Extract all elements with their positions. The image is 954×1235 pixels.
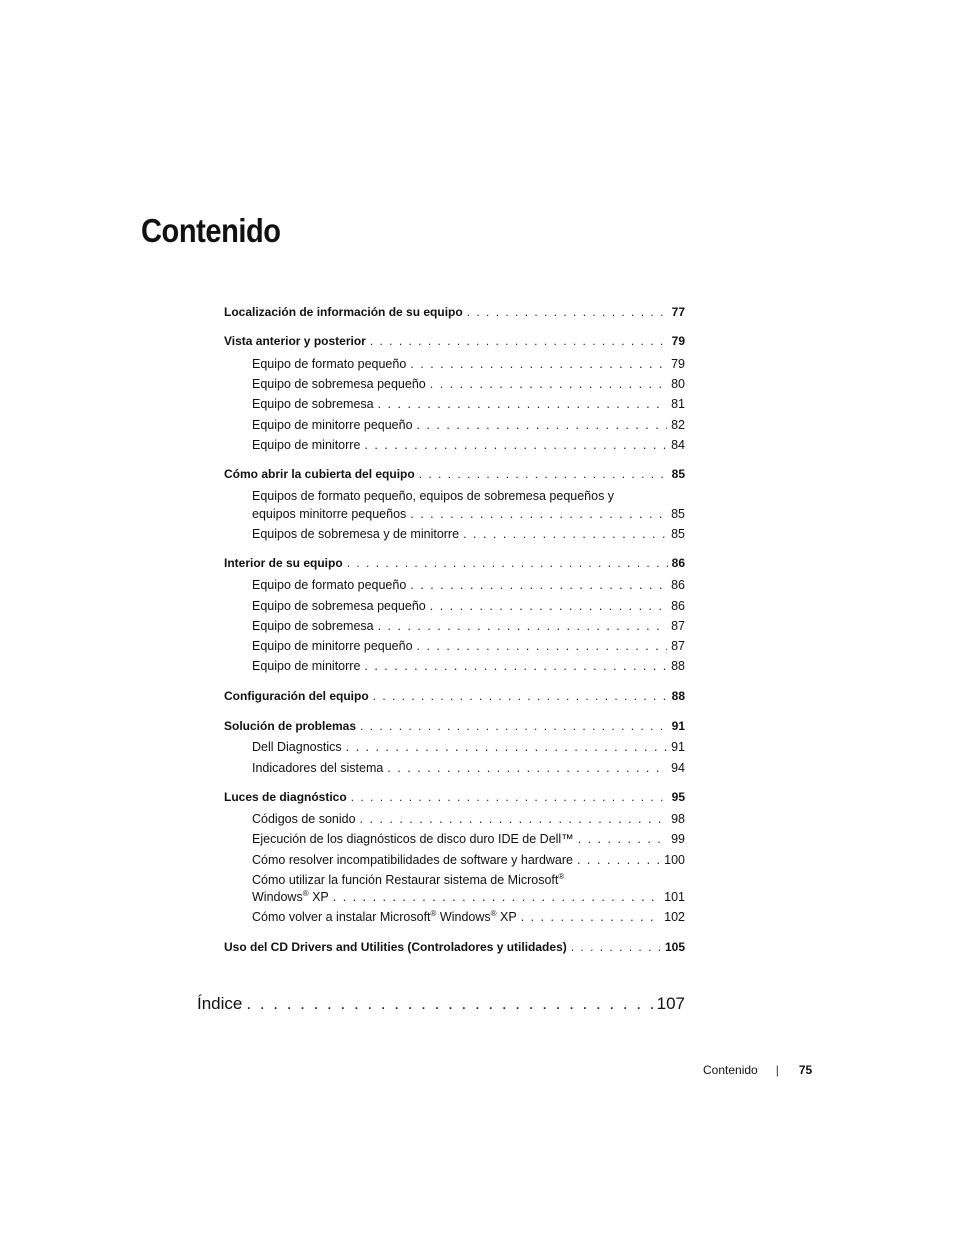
toc-entry-label: Equipos de sobremesa y de minitorre — [252, 527, 460, 541]
toc-entry[interactable] — [252, 438, 685, 452]
footer-section-title: Contenido — [703, 1063, 758, 1077]
toc-entry-page: 86 — [671, 556, 685, 570]
toc-entry-page: 86 — [671, 578, 685, 592]
dot-leader — [410, 507, 667, 521]
toc-entry-page: 79 — [671, 334, 685, 348]
toc-entry-label: Cómo volver a instalar Microsoft® Windows® XP — [252, 908, 517, 924]
toc-entry-page: 82 — [671, 418, 685, 432]
toc-entry[interactable] — [252, 377, 685, 391]
toc-entry-page: 91 — [671, 740, 685, 754]
page-number: 75 — [798, 1063, 813, 1077]
toc-entry[interactable] — [252, 761, 685, 775]
toc-entry[interactable] — [252, 357, 685, 371]
toc-entry-page: 80 — [671, 377, 685, 391]
dot-leader — [467, 305, 668, 319]
toc-entry[interactable] — [252, 910, 685, 924]
toc-entry[interactable] — [224, 467, 685, 481]
toc-entry-page: 102 — [664, 910, 685, 924]
dot-leader — [571, 940, 661, 954]
toc-entry[interactable] — [252, 578, 685, 592]
dot-leader — [417, 639, 668, 653]
toc-entry-page: 87 — [671, 619, 685, 633]
toc-entry[interactable] — [224, 305, 685, 319]
toc-entry[interactable] — [252, 853, 685, 867]
toc-entry-index[interactable] — [197, 994, 685, 1014]
dot-leader — [577, 853, 660, 867]
toc-entry[interactable] — [224, 790, 685, 804]
dot-leader — [351, 790, 668, 804]
toc-entry-page: 85 — [671, 507, 685, 521]
toc-entry-page: 79 — [671, 357, 685, 371]
toc-entry-label: Equipo de minitorre — [252, 659, 361, 673]
toc-entry-label: Índice — [197, 994, 243, 1013]
toc-entry-label: Cómo resolver incompatibilidades de software y hardware — [252, 853, 573, 867]
dot-leader — [360, 812, 668, 826]
dot-leader — [373, 689, 668, 703]
dot-leader — [364, 438, 667, 452]
toc-entry[interactable] — [252, 812, 685, 826]
toc-entry-page: 88 — [671, 659, 685, 673]
dot-leader — [246, 994, 652, 1014]
dot-leader — [378, 619, 667, 633]
toc-entry-label: Equipo de minitorre pequeño — [252, 639, 413, 653]
toc-entry[interactable] — [252, 507, 685, 521]
toc-entry-page: 85 — [671, 527, 685, 541]
toc-entry-label: Equipo de sobremesa pequeño — [252, 599, 426, 613]
toc-entry[interactable] — [252, 639, 685, 653]
toc-entry-label: Dell Diagnostics — [252, 740, 342, 754]
dot-leader — [346, 740, 667, 754]
toc-entry-page: 95 — [671, 790, 685, 804]
toc-entry-label-line1: Equipos de formato pequeño, equipos de sobremesa pequeños y — [252, 489, 615, 503]
toc-entry-label: Equipo de formato pequeño — [252, 357, 407, 371]
toc-entry[interactable] — [224, 719, 685, 733]
dot-leader — [463, 527, 667, 541]
toc-entry-label: Configuración del equipo — [224, 689, 369, 703]
toc-entry-page: 88 — [671, 689, 685, 703]
toc-entry-label: Windows® XP — [252, 888, 329, 904]
toc-entry[interactable] — [252, 418, 685, 432]
dot-leader — [410, 578, 667, 592]
toc-entry[interactable] — [252, 397, 685, 411]
dot-leader — [347, 556, 668, 570]
toc-entry-page: 91 — [671, 719, 685, 733]
toc-entry-label: Vista anterior y posterior — [224, 334, 366, 348]
toc-entry-label: Equipo de sobremesa pequeño — [252, 377, 426, 391]
toc-entry-page: 101 — [664, 890, 685, 904]
toc-entry-label: Localización de información de su equipo — [224, 305, 463, 319]
toc-entry-label: Solución de problemas — [224, 719, 357, 733]
dot-leader — [364, 659, 667, 673]
toc-entry-label: Cómo abrir la cubierta del equipo — [224, 467, 415, 481]
toc-entry-page: 77 — [671, 305, 685, 319]
dot-leader — [417, 418, 668, 432]
toc-entry[interactable] — [224, 940, 685, 954]
toc-entry[interactable] — [252, 890, 685, 904]
dot-leader — [370, 334, 668, 348]
toc-entry[interactable] — [252, 832, 685, 846]
toc-entry-page: 100 — [664, 853, 685, 867]
page-title: Contenido — [141, 212, 281, 249]
toc-entry-label: equipos minitorre pequeños — [252, 507, 407, 521]
toc-entry-page: 107 — [656, 994, 685, 1013]
toc-entry-label: Equipo de sobremesa — [252, 397, 374, 411]
dot-leader — [378, 397, 667, 411]
dot-leader — [387, 761, 667, 775]
toc-entry-label: Luces de diagnóstico — [224, 790, 347, 804]
dot-leader — [430, 377, 667, 391]
dot-leader — [419, 467, 668, 481]
toc-entry-page: 86 — [671, 599, 685, 613]
dot-leader — [430, 599, 667, 613]
toc-entry[interactable] — [252, 659, 685, 673]
toc-entry-label: Uso del CD Drivers and Utilities (Controladores y utilidades) — [224, 940, 567, 954]
toc-entry-page: 99 — [671, 832, 685, 846]
dot-leader — [578, 832, 667, 846]
toc-entry-page: 94 — [671, 761, 685, 775]
dot-leader — [333, 890, 660, 904]
dot-leader — [360, 719, 668, 733]
toc-entry-page: 85 — [671, 467, 685, 481]
toc-entry-label: Ejecución de los diagnósticos de disco duro IDE de Dell™ — [252, 832, 574, 846]
toc-entry-label: Equipo de minitorre — [252, 438, 361, 452]
toc-entry-label: Equipo de sobremesa — [252, 619, 374, 633]
toc-entry-label: Interior de su equipo — [224, 556, 343, 570]
toc-entry-label: Equipo de minitorre pequeño — [252, 418, 413, 432]
toc-entry[interactable] — [252, 619, 685, 633]
toc-entry-page: 87 — [671, 639, 685, 653]
toc-entry[interactable] — [252, 527, 685, 541]
toc-entry-page: 81 — [671, 397, 685, 411]
toc-entry-label: Indicadores del sistema — [252, 761, 384, 775]
toc-entry-label-line1: Cómo utilizar la función Restaurar sistema de Microsoft® — [252, 871, 565, 887]
toc-entry[interactable] — [252, 599, 685, 613]
toc-entry-page: 84 — [671, 438, 685, 452]
dot-leader — [521, 910, 660, 924]
toc-entry-label: Códigos de sonido — [252, 812, 356, 826]
toc-entry-label: Equipo de formato pequeño — [252, 578, 407, 592]
toc-entry[interactable] — [224, 556, 685, 570]
toc-entry[interactable] — [224, 689, 685, 703]
toc-entry-page: 105 — [664, 940, 685, 954]
footer-separator: | — [775, 1063, 779, 1077]
toc-entry[interactable] — [224, 334, 685, 348]
page-footer — [703, 1063, 812, 1077]
toc-entry[interactable] — [252, 740, 685, 754]
toc-entry-page: 98 — [671, 812, 685, 826]
dot-leader — [410, 357, 667, 371]
